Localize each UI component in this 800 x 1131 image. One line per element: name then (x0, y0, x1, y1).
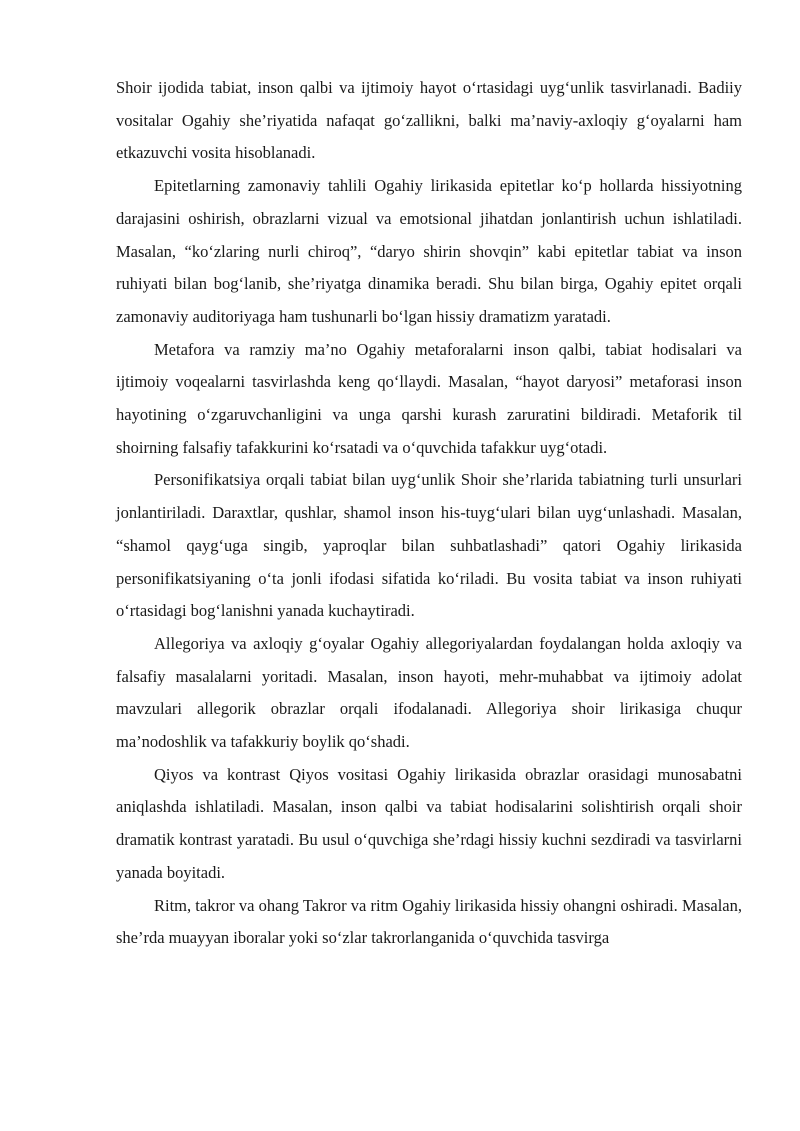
paragraph-rhythm: Ritm, takror va ohang Takror va ritm Ogahiy lirikasida hissiy ohangni oshiradi. Masalan, she’rda muayyan iboralar yoki so‘zlar takrorlanganida o‘quvchida tasvirga (116, 895, 742, 948)
paragraph-intro: Shoir ijodida tabiat, inson qalbi va ijtimoiy hayot o‘rtasidagi uyg‘unlik tasvirlanadi. Badiiy vositalar Ogahiy she’riyatida nafaqat go‘zallikni, balki ma’naviy-axloqiy g‘oyalarni ham etkazuvchi vosita hisoblanadi. (116, 78, 742, 163)
paragraph-personification: Personifikatsiya orqali tabiat bilan uyg‘unlik Shoir she’rlarida tabiatning turli unsurlari jonlantiriladi. Daraxtlar, qushlar, shamol inson his-tuyg‘ulari bilan uyg‘unlashadi. Masalan, “shamol qayg‘uga singib, yaproqlar bilan suhbatlashadi” qatori Ogahiy lirikasida personifikatsiyaning o‘ta jonli ifodasi sifatida ko‘riladi. Bu vosita tabiat va inson ruhiyati o‘rtasidagi bog‘lanishni yanada kuchaytiradi. (116, 470, 742, 621)
paragraph-comparison: Qiyos va kontrast Qiyos vositasi Ogahiy lirikasida obrazlar orasidagi munosabatni aniqlashda ishlatiladi. Masalan, inson qalbi va tabiat hodisalarini solishtirish orqali shoir dramatik kontrast yaratadi. Bu usul o‘quvchiga she’rdagi hissiy kuchni sezdiradi va tasvirlarni yanada boyitadi. (116, 764, 742, 882)
paragraph-epithets: Epitetlarning zamonaviy tahlili Ogahiy lirikasida epitetlar ko‘p hollarda hissiyotning darajasini oshirish, obrazlarni vizual va emotsional jihatdan jonlantirish uchun ishlatiladi. Masalan, “ko‘zlaring nurli chiroq”, “daryo shirin shovqin” kabi epitetlar tabiat va inson ruhiyati bilan bog‘lanib, she’riyatga dinamika beradi. Shu bilan birga, Ogahiy epitet orqali zamonaviy auditoriyaga ham tushunarli bo‘lgan hissiy dramatizm yaratadi. (116, 176, 742, 326)
paragraph-metaphor: Metafora va ramziy ma’no Ogahiy metaforalarni inson qalbi, tabiat hodisalari va ijtimoiy voqealarni tasvirlashda keng qo‘llaydi. Masalan, “hayot daryosi” metaforasi inson hayotining o‘zgaruvchanligini va unga qarshi kurash zaruratini bildiradi. Metaforik til shoirning falsafiy tafakkurini ko‘rsatadi va o‘quvchida tafakkur uyg‘otadi. (116, 339, 742, 457)
document-page (116, 72, 742, 955)
paragraph-allegory: Allegoriya va axloqiy g‘oyalar Ogahiy allegoriyalardan foydalangan holda axloqiy va falsafiy masalalarni yoritadi. Masalan, inson hayoti, mehr-muhabbat va ijtimoiy adolat mavzulari allegorik obrazlar orqali ifodalanadi. Allegoriya shoir lirikasiga chuqur ma’nodoshlik va tafakkuriy boylik qo‘shadi. (116, 633, 742, 752)
